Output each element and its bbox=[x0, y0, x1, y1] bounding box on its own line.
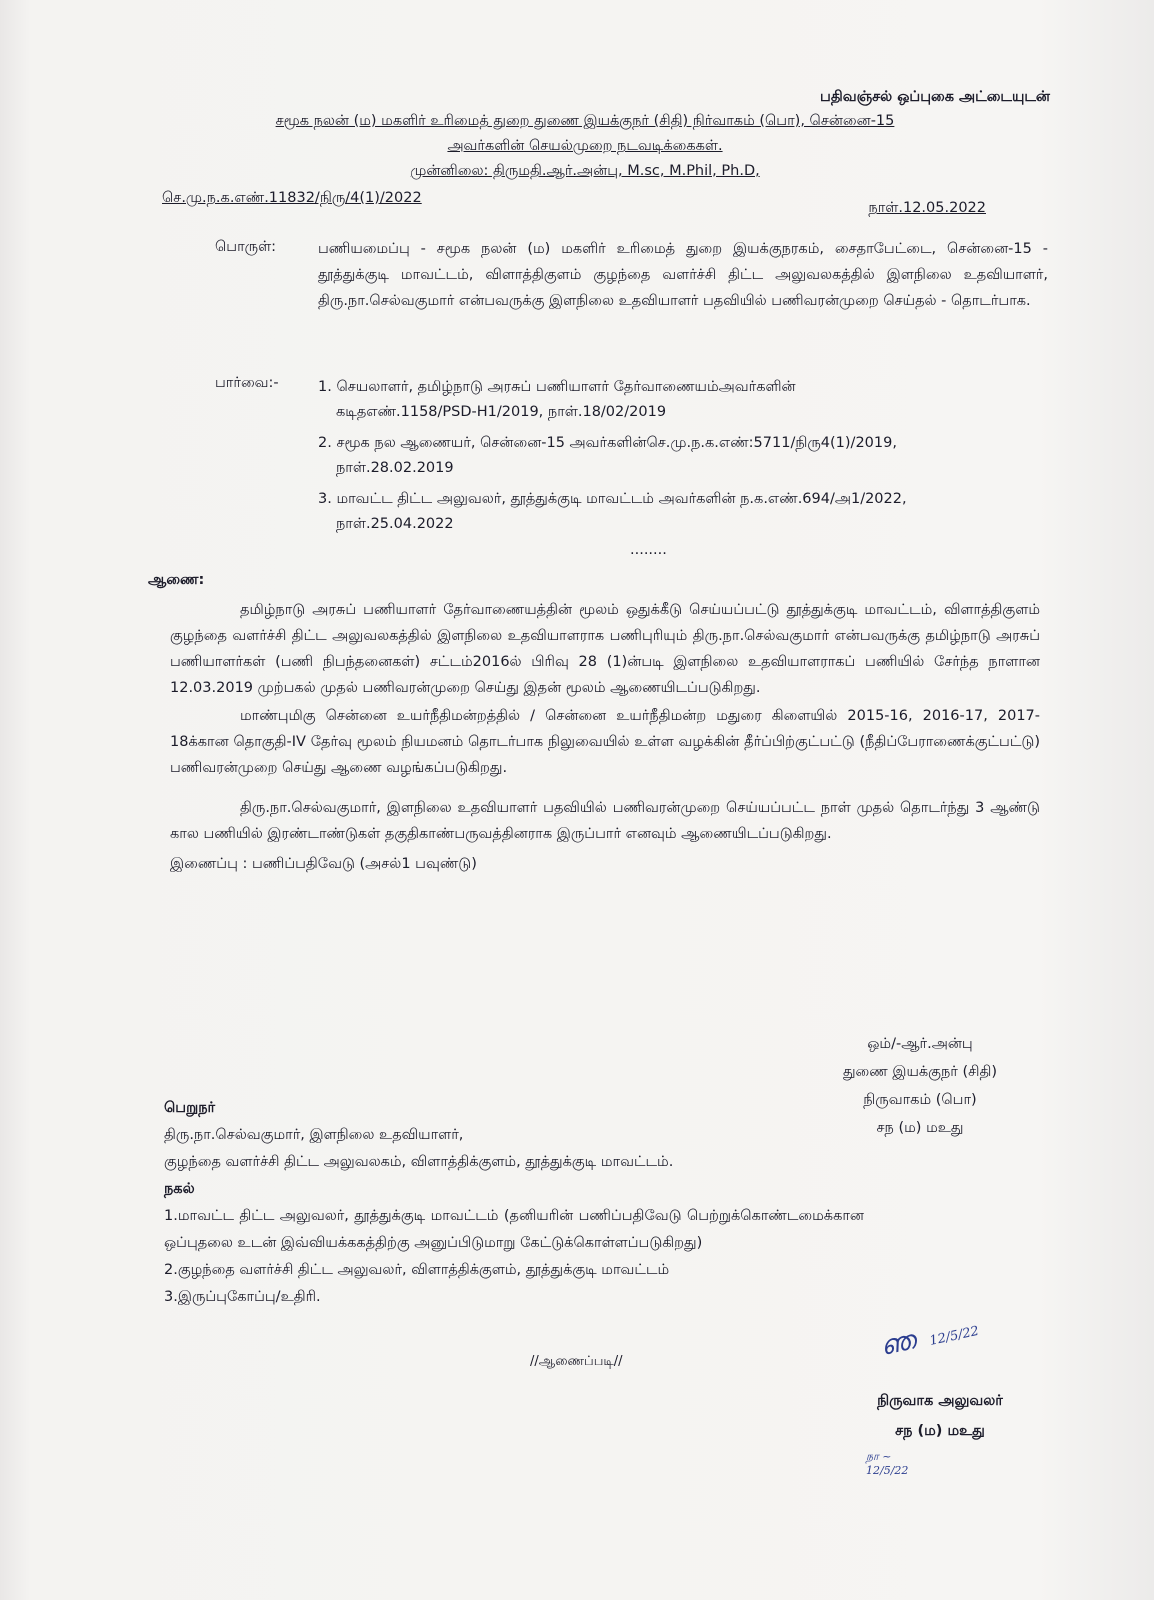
reference-item-line: நாள்.25.04.2022 bbox=[336, 516, 454, 532]
initials-date: 12/5/22 bbox=[866, 1464, 909, 1477]
order-paragraph: திரு.நா.செல்வகுமார், இளநிலை உதவியாளர் பதவியில் பணிவரன்முறை செய்யப்பட்ட நாள் முதல் தொடர்ந்து 3 ஆண்டு கால பணியில் இரண்டாண்டுகள் தகுதிகாண்பருவத்தினராக இருப்பார் எனவும் ஆணையிடப்படுகிறது. bbox=[170, 800, 1040, 842]
signatory-designation: துணை இயக்குநர் (சிதி) bbox=[842, 1064, 997, 1080]
initials-note bbox=[866, 1450, 908, 1478]
reference-label: பார்வை:- bbox=[215, 375, 279, 391]
signature-date: 12/5/22 bbox=[928, 1323, 981, 1349]
attestation-dept: சந (ம) மஉது bbox=[895, 1423, 985, 1439]
reference-list bbox=[318, 375, 907, 537]
separator-dots: ........ bbox=[630, 542, 667, 558]
enclosure-note: இணைப்பு : பணிப்பதிவேடு (அசல்1 பவுண்டு) bbox=[170, 856, 477, 872]
registered-post-note: பதிவஞ்சல் ஒப்புகை அட்டையுடன் bbox=[820, 89, 1050, 105]
order-body bbox=[170, 597, 1040, 877]
copy-label: நகல் bbox=[164, 1181, 195, 1197]
copy-item: 2.குழந்தை வளர்ச்சி திட்ட அலுவலர், விளாத்திக்குளம், தூத்துக்குடி மாவட்டம் bbox=[164, 1262, 670, 1278]
signatory-office: நிருவாகம் (பொ) bbox=[863, 1092, 977, 1108]
office-title: சமூக நலன் (ம) மகளிர் உரிமைத் துறை துணை இயக்குநர் (சிதி) நிர்வாகம் (பொ), சென்னை-15 bbox=[275, 113, 895, 129]
reference-item-line: 1. செயலாளர், தமிழ்நாடு அரசுப் பணியாளர் தேர்வாணையம்அவர்களின் bbox=[318, 379, 796, 395]
presence-line: முன்னிலை: திருமதி.ஆர்.அன்பு, M.sc, M.Phil, Ph.D, bbox=[410, 163, 760, 179]
reference-item-line: நாள்.28.02.2019 bbox=[336, 460, 454, 476]
order-date: நாள்.12.05.2022 bbox=[868, 200, 986, 216]
reference-number: செ.மு.ந.க.எண்.11832/நிரு/4(1)/2022 bbox=[162, 190, 422, 206]
attestation-block bbox=[850, 1386, 1030, 1446]
signatory-name: ஒம்/-ஆர்.அன்பு bbox=[867, 1036, 973, 1052]
proceedings-title: அவர்களின் செயல்முறை நடவடிக்கைகள். bbox=[447, 138, 723, 154]
reference-item bbox=[318, 375, 907, 425]
reference-item-line: 2. சமூக நல ஆணையர், சென்னை-15 அவர்களின்செ.மு.ந.க.எண்:5711/நிரு4(1)/2019, bbox=[318, 435, 897, 451]
subject-label: பொருள்: bbox=[215, 239, 277, 255]
initials-mark: நா ~ bbox=[866, 1450, 892, 1463]
reference-item-line: 3. மாவட்ட திட்ட அலுவலர், தூத்துக்குடி மாவட்டம் அவர்களின் ந.க.எண்.694/அ1/2022, bbox=[318, 491, 907, 507]
recipient-line: குழந்தை வளர்ச்சி திட்ட அலுவலகம், விளாத்திக்குளம், தூத்துக்குடி மாவட்டம். bbox=[164, 1154, 674, 1170]
attestation-title: நிருவாக அலுவலர் bbox=[877, 1393, 1003, 1409]
true-copy-mark: //ஆணைப்படி// bbox=[530, 1354, 623, 1369]
handwritten-signature: ഞ 12/5/22 bbox=[877, 1323, 981, 1362]
order-paragraph: மாண்புமிகு சென்னை உயர்நீதிமன்றத்தில் / சென்னை உயர்நீதிமன்ற மதுரை கிளையில் 2015-16, 2016-17, 2017-18க்கான தொகுதி-IV தேர்வு மூலம் நியமனம் தொடர்பாக நிலுவையில் உள்ள வழக்கின் தீர்ப்பிற்குட்பட்டு (நீதிப்பேராணைக்குட்பட்டு) பணிவரன்முறை செய்து ஆணை வழங்கப்படுகிறது. bbox=[170, 708, 1040, 776]
order-paragraph: தமிழ்நாடு அரசுப் பணியாளர் தேர்வாணையத்தின் மூலம் ஒதுக்கீடு செய்யப்பட்டு தூத்துக்குடி மாவட்டம், விளாத்திகுளம் குழந்தை வளர்ச்சி திட்ட அலுவலகத்தில் இளநிலை உதவியாளராக பணிபுரியும் திரு.நா.செல்வகுமார் என்பவருக்கு தமிழ்நாடு அரசுப் பணியாளர்கள் (பணி நிபந்தனைகள்) சட்டம்2016ல் பிரிவு 28 (1)ன்படி இளநிலை உதவியாளராகப் பணியில் சேர்ந்த நாளான 12.03.2019 முற்பகல் முதல் பணிவரன்முறை செய்து இதன் மூலம் ஆணையிடப்படுகிறது. bbox=[170, 602, 1040, 696]
copy-item: 1.மாவட்ட திட்ட அலுவலர், தூத்துக்குடி மாவட்டம் (தனியரின் பணிப்பதிவேடு பெற்றுக்கொண்டமைக்கான ஒப்புதலை உடன் இவ்வியக்ககத்திற்கு அனுப்பிடுமாறு கேட்டுக்கொள்ளப்படுகிறது) bbox=[164, 1208, 864, 1251]
subject-text: பணியமைப்பு - சமூக நலன் (ம) மகளிர் உரிமைத் துறை இயக்குநரகம், சைதாபேட்டை, சென்னை-15 - தூத்துக்குடி மாவட்டம், விளாத்திகுளம் குழந்தை வளர்ச்சி திட்ட அலுவலகத்தில் இளநிலை உதவியாளர், திரு.நா.செல்வகுமார் என்பவருக்கு இளநிலை உதவியாளர் பதவியில் பணிவரன்முறை செய்தல் - தொடர்பாக. bbox=[318, 241, 1048, 309]
signatory-dept: சந (ம) மஉது bbox=[876, 1120, 964, 1136]
recipient-block bbox=[164, 1095, 1044, 1311]
reference-item bbox=[318, 431, 907, 481]
copy-item: 3.இருப்புகோப்பு/உதிரி. bbox=[164, 1289, 321, 1305]
recipient-label: பெறுநர் bbox=[164, 1100, 216, 1116]
order-label: ஆணை: bbox=[148, 572, 205, 588]
recipient-line: திரு.நா.செல்வகுமார், இளநிலை உதவியாளர், bbox=[164, 1127, 464, 1143]
reference-item-line: கடிதஎண்.1158/PSD-H1/2019, நாள்.18/02/2019 bbox=[336, 404, 667, 420]
reference-item bbox=[318, 487, 907, 537]
